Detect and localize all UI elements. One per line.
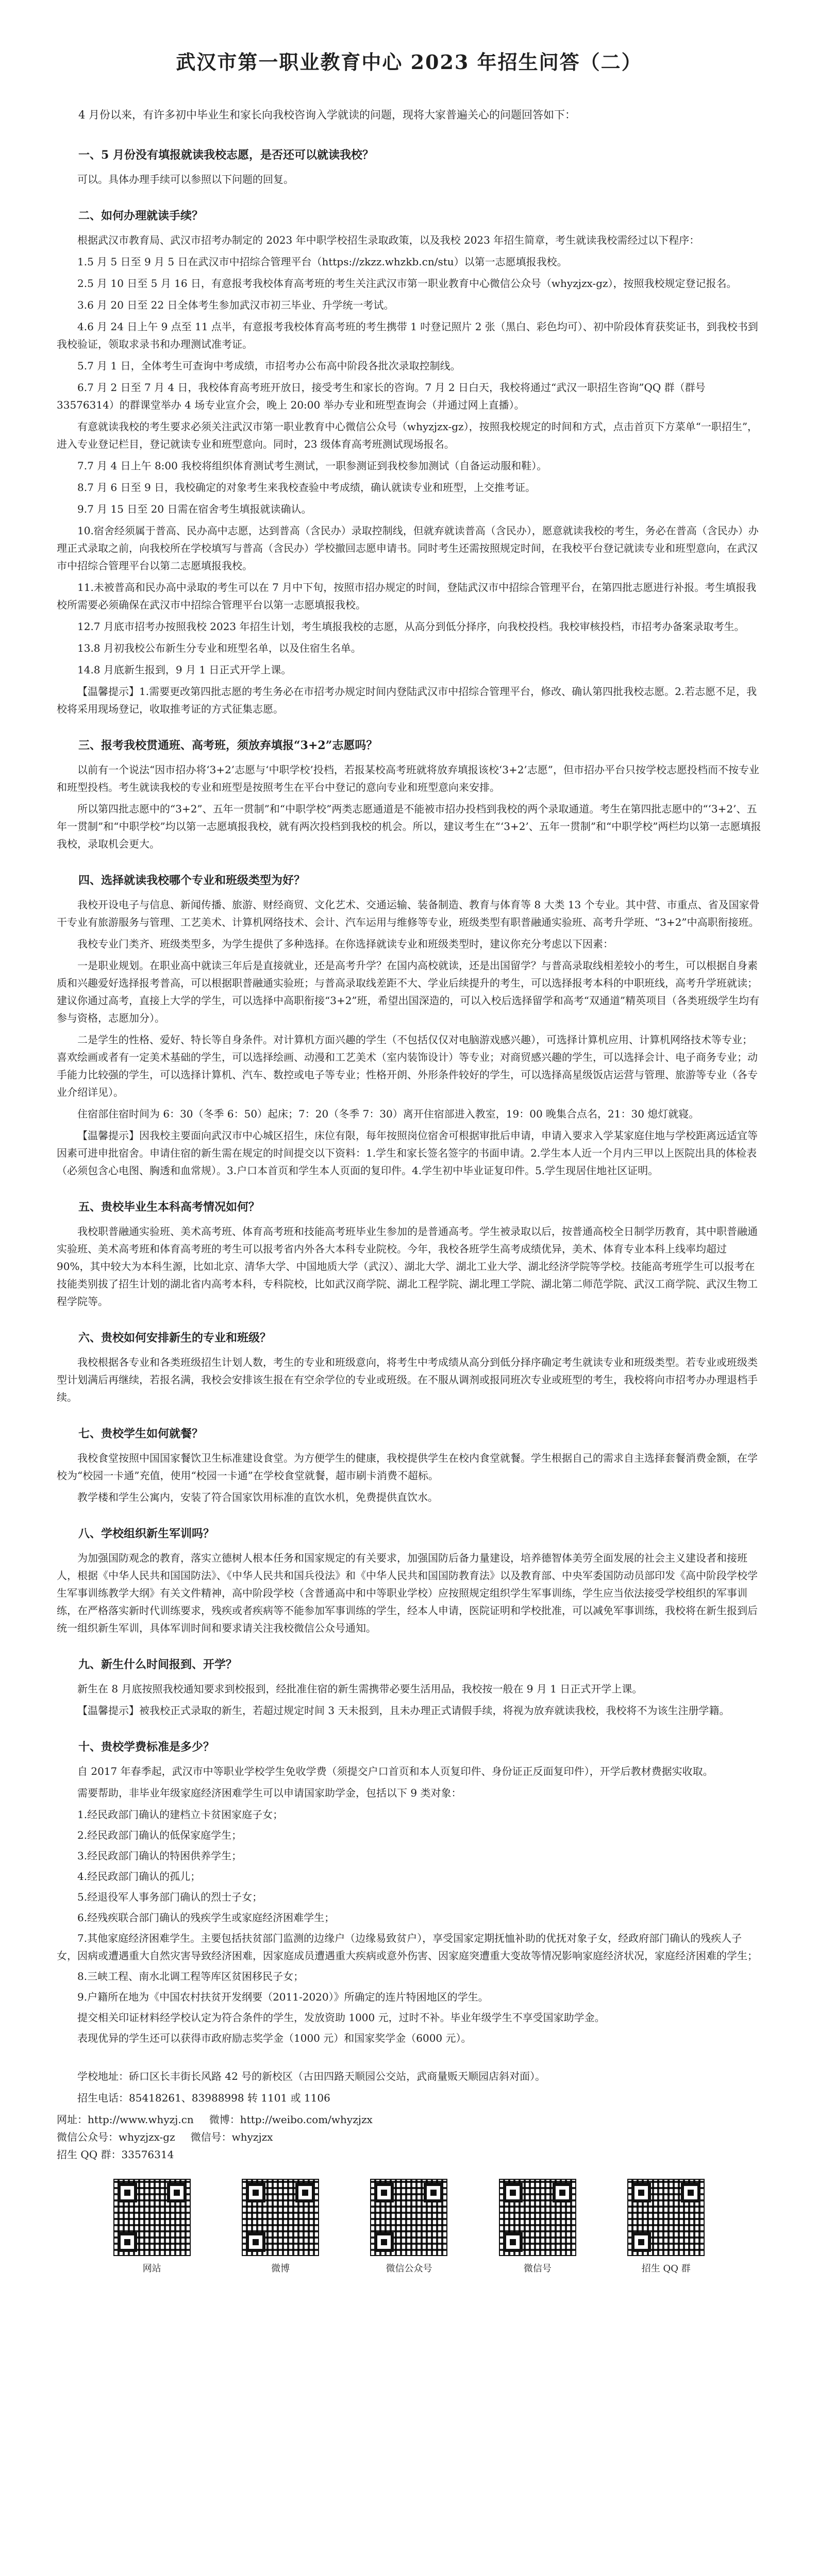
section-paragraph: 【温馨提示】被我校正式录取的新生，若超过规定时间 3 天未报到，且未办理正式请假手续，将视为放弃就读我校，我校将不为该生注册学籍。: [77, 1704, 730, 1717]
qr-code-item: [622, 2179, 710, 2275]
qr-code-label: 微信号: [523, 2263, 552, 2274]
section-paragraph: 所以第四批志愿中的“3+2”、五年一贯制”和“中职学校”两类志愿通道是不能被市招办投档到我校的两个录取通道。考生在第四批志愿中的“‘3+2’、五年一贯制”和“中职学校”均以第一志愿填报我校，就有两次投档到我校的机会。所以，建议考生在“‘3+2’、五年一贯制”和“中职学校”两栏均以第一志愿填报我校，录取机会更大。: [57, 803, 761, 850]
section-paragraph: 5.7 月 1 日，全体考生可查询中考成绩，市招考办公布高中阶段各批次录取控制线。: [77, 360, 461, 372]
list-item: 3.经民政部门确认的特困供养学生；: [77, 1850, 242, 1862]
qr-code-label: 网站: [142, 2263, 161, 2274]
section-paragraph: 以前有一个说法“因市招办将‘3+2’志愿与‘中职学校’投档，若报某校高考班就将放弃填报该校‘3+2’志愿”，但市招办平台只按学校志愿投档而不按专业和班型投档。考生就读我校的专业和班型是按照考生在平台中登记的意向专业和班型意向来安排。: [57, 764, 760, 793]
section-paragraph: 需要帮助，非毕业年级家庭经济困难学生可以申请国家助学金，包括以下 9 类对象：: [77, 1787, 462, 1799]
qr-code-label: 微信公众号: [386, 2263, 432, 2274]
qr-finder-icon: [503, 2183, 523, 2202]
section-paragraph: 教学楼和学生公寓内，安装了符合国家饮用标准的直饮水机，免费提供直饮水。: [77, 1491, 438, 1503]
website-link[interactable]: http://www.whyzj.cn: [88, 2113, 194, 2126]
qr-finder-icon: [167, 2183, 187, 2202]
qr-finder-icon: [118, 2232, 137, 2252]
section-paragraph: 6.7 月 2 日至 7 月 4 日，我校体育高考班开放日，接受考生和家长的咨询。7 月 2 日白天，我校将通过“武汉一职招生咨询”QQ 群（群号 33576314）的群课堂举办 4 场专业宣介会，晚上 20:00 举办专业和班型查询会（并通过网上直播）。: [57, 381, 706, 411]
wechat-account: whyzjzx-gz: [119, 2131, 175, 2143]
section-paragraph: 根据武汉市教育局、武汉市招考办制定的 2023 年中职学校招生录取政策，以及我校 2023 年招生简章，考生就读我校需经过以下程序：: [77, 234, 700, 246]
wechat-account-label: 微信公众号：: [57, 2131, 119, 2143]
qr-finder-icon: [374, 2232, 394, 2252]
section-paragraph: 我校专业门类齐、班级类型多，为学生提供了多种选择。在你选择就读专业和班级类型时，建议你充分考虑以下因素：: [77, 938, 613, 950]
qq-row: [57, 2146, 761, 2163]
qr-code-icon: [370, 2179, 447, 2256]
section-heading: 一、5 月份没有填报就读我校志愿，是否还可以就读我校？: [78, 148, 374, 162]
qr-code-item: [365, 2179, 453, 2275]
section-paragraph: 自 2017 年春季起，武汉市中等职业学校学生免收学费（须提交户口首页和本人页复印件、身份证正反面复印件），开学后教材费据实收取。: [77, 1765, 713, 1777]
qa-section: [57, 1654, 761, 1719]
section-paragraph: 1.5 月 5 日至 9 月 5 日在武汉市中招综合管理平台（https://zkzz.whzkb.cn/stu）以第一志愿填报我校。: [77, 256, 567, 268]
section-heading: 六、贵校如何安排新生的专业和班级？: [78, 1331, 272, 1345]
web-row: [57, 2111, 761, 2128]
weibo-label: 微博：: [209, 2113, 240, 2126]
section-paragraph: 13.8 月初我校公布新生分专业和班型名单，以及住宿生名单。: [77, 642, 361, 654]
wechat-id-label: 微信号：: [190, 2131, 232, 2143]
school-address: 学校地址：硚口区长丰街长风路 42 号的新校区（古田四路天顺园公交站，武商量贩天顺园店斜对面）。: [77, 2070, 546, 2082]
qa-section: [57, 145, 761, 188]
section-paragraph: 【温馨提示】因我校主要面向武汉市中心城区招生，床位有限，每年按照岗位宿舍可根据审批后申请，申请入要求入学某家庭住地与学校距离远适宜等因素可进申批宿舍。申请住宿的新生需在规定的时间提交以下资料：1.学生和家长签名签字的书面申请。2.学生本人近一个月内三甲以上医院出具的体检表（必须包含心电图、胸透和血常规）。3.户口本首页和学生本人页面的复印件。4.学生初中毕业证复印件。5.学生现居住地社区证明。: [57, 1129, 758, 1177]
section-paragraph: 有意就读我校的考生要求必须关注武汉市第一职业教育中心微信公众号（whyzjzx-gz），按照我校规定的时间和方式，点击首页下方菜单“一职招生”，进入专业登记栏目，登记就读专业和班型意向。同时，23 级体育高考班测试现场报名。: [57, 420, 758, 450]
section-paragraph: 12.7 月底市招考办按照我校 2023 年招生计划，考生填报我校的志愿，从高分到低分择序，向我校投档。我校审核投档，市招考办备案录取考生。: [77, 620, 745, 633]
list-item: 6.经残疾联合部门确认的残疾学生或家庭经济困难学生；: [77, 1911, 335, 1924]
qa-section: [57, 206, 761, 718]
qr-finder-icon: [374, 2183, 394, 2202]
contact-block: [57, 2067, 761, 2163]
section-heading: 五、贵校毕业生本科高考情况如何？: [78, 1200, 260, 1214]
qq-group-label: 招生 QQ 群：: [57, 2148, 122, 2161]
section-paragraph: 我校职普融通实验班、美术高考班、体育高考班和技能高考班毕业生参加的是普通高考。学生被录取以后，按普通高校全日制学历教育，其中职普融通实验班、美术高考班和体育高考班的考生可以报考省内外各大本科专业院校。今年，我校各班学生高考成绩优异，美术、体育专业本科上线率均超过 90%，其中较大为本科生源，比如北京、清华大学、中国地质大学（武汉）、湖北大学、湖北工业大学、湖北经济学院等学校。技能高考班学生可以报考在技能类别拔了招生计划的湖北省内高考本科，专科院校，比如武汉商学院、湖北工程学院、湖北理工学院、湖北第二师范学院、武汉工商学院、武汉生物工程学院等。: [57, 1225, 758, 1308]
section-paragraph: 9.7 月 15 日至 20 日需在宿舍考生填报就读确认。: [77, 503, 312, 515]
qr-finder-icon: [503, 2232, 523, 2252]
intro-paragraph: 4 月份以来，有许多初中毕业生和家长向我校咨询入学就读的问题，现将大家普遍关心的问题回答如下：: [78, 109, 576, 121]
section-paragraph: 11.未被普高和民办高中录取的考生可以在 7 月中下旬，按照市招办规定的时间，登陆武汉市中招综合管理平台，在第四批志愿进行补报。考生填报我校所需要必须确保在武汉市中招综合管理平台以第一志愿填报我校。: [57, 581, 757, 611]
qr-finder-icon: [631, 2232, 651, 2252]
qr-finder-icon: [553, 2183, 572, 2202]
qa-section: [57, 1197, 761, 1310]
wechat-id: whyzjzx: [231, 2131, 273, 2143]
page-title: 武汉市第一职业教育中心 2023 年招生问答（二）: [176, 50, 642, 74]
qr-finder-icon: [118, 2183, 137, 2202]
list-item: 表现优异的学生还可以获得市政府励志奖学金（1000 元）和国家奖学金（6000 元）。: [77, 2032, 472, 2044]
section-paragraph: 为加强国防观念的教育，落实立德树人根本任务和国家规定的有关要求，加强国防后备力量建设，培养德智体美劳全面发展的社会主义建设者和接班人，根据《中华人民共和国国防法》、《中华人民共和国兵役法》和《中华人民共和国国防教育法》以及教育部、中央军委国防动员部印发《高中阶段学校学生军事训练教学大纲》有关文件精神，高中阶段学校（含普通高中和中等职业学校）应按照规定组织学生军事训练，学生应当依法接受学校组织的军事训练，在严格落实新时代训练要求，残疾或者疾病等不能参加军事训练的学生，经本人申请，医院证明和学校批准，可以减免军事训练，我校将在新生报到后统一组织新生军训，具体军训时间和要求请关注我校微信公众号通知。: [57, 1552, 758, 1634]
qa-section: [57, 1328, 761, 1406]
qr-finder-icon: [246, 2232, 265, 2252]
qr-finder-icon: [295, 2183, 315, 2202]
qr-code-item: [237, 2179, 324, 2275]
qr-finder-icon: [681, 2183, 700, 2202]
section-heading: 三、报考我校贯通班、高考班，须放弃填报“3+2”志愿吗？: [78, 739, 378, 752]
qr-finder-icon: [424, 2183, 443, 2202]
section-paragraph: 二是学生的性格、爱好、特长等自身条件。对计算机方面兴趣的学生（不包括仅仅对电脑游戏感兴趣），可选择计算机应用、计算机网络技术等专业；喜欢绘画或者有一定美术基础的学生，可以选择绘画、动漫和工艺美术（室内装饰设计）等专业；对商贸感兴趣的学生，可以选择会计、电子商务专业；动手能力比较强的学生，可以选择计算机、汽车、数控或电子等专业；性格开朗、外形条件较好的学生，可以选择高星级饭店运营与管理、旅游等专业（各专业介绍详见）。: [57, 1033, 758, 1098]
qr-finder-icon: [246, 2183, 265, 2202]
section-heading: 八、学校组织新生军训吗？: [78, 1527, 215, 1540]
qr-code-item: [108, 2179, 196, 2275]
section-paragraph: 4.6 月 24 日上午 9 点至 11 点半，有意报考我校体育高考班的考生携带 1 吋登记照片 2 张（黑白、彩色均可）、初中阶段体育获奖证书，到我校书到我校验证，领取求录书和办理测试准考证。: [57, 320, 758, 350]
list-item: 4.经民政部门确认的孤儿；: [77, 1870, 201, 1883]
qq-group-number: 33576314: [121, 2148, 174, 2161]
weibo-link[interactable]: http://weibo.com/whyzjzx: [240, 2113, 373, 2126]
qa-section: [57, 870, 761, 1179]
qr-code-icon: [499, 2179, 576, 2256]
list-item: 7.其他家庭经济困难学生。主要包括扶贫部门监测的边缘户（边缘易致贫户），享受国家定期抚恤补助的优抚对象子女，经政府部门确认的残疾人子女，因病或遭遇重大自然灾害导致经济困难，因家庭成员遭遇重大疾病或意外伤害、因家庭突遭重大变故等情况影响家庭经济状况，家庭经济困难的学生；: [57, 1932, 758, 1962]
list-item: 9.户籍所在地为《中国农村扶贫开发纲要（2011-2020）》所确定的连片特困地区的学生。: [77, 1991, 489, 2003]
section-heading: 十、贵校学费标准是多少？: [78, 1740, 215, 1754]
qr-code-icon: [113, 2179, 191, 2256]
list-item: 提交相关印证材料经学校认定为符合条件的学生，发放资助 1000 元，过时不补。毕业年级学生不享受国家助学金。: [77, 2011, 605, 2024]
section-heading: 四、选择就读我校哪个专业和班级类型为好？: [78, 874, 306, 887]
aid-eligibility-list: [57, 1806, 761, 2047]
section-paragraph: 我校开设电子与信息、新闻传播、旅游、财经商贸、文化艺术、交通运输、装备制造、教育与体育等 8 大类 13 个专业。其中营、市重点、省及国家骨干专业有旅游服务与管理、工艺美术、计算机网络技术、会计、汽车运用与维修等专业，班级类型有职普融通实验班、高考升学班、“3+2”中高职衔接班。: [57, 899, 760, 928]
qr-code-item: [494, 2179, 581, 2275]
qr-code-label: 招生 QQ 群: [641, 2263, 691, 2274]
section-heading: 九、新生什么时间报到、开学？: [78, 1658, 238, 1671]
admission-phone: 招生电话：85418261、83988998 转 1101 或 1106: [77, 2092, 330, 2104]
qr-code-icon: [627, 2179, 705, 2256]
section-paragraph: 我校食堂按照中国国家餐饮卫生标准建设食堂。为方便学生的健康，我校提供学生在校内食堂就餐。学生根据自己的需求自主选择套餐消费金额，在学校为“校园一卡通”充值，使用“校园一卡通”在学校食堂就餐，超市刷卡消费不超标。: [57, 1452, 758, 1482]
list-item: 5.经退役军人事务部门确认的烈士子女；: [77, 1891, 263, 1903]
section-paragraph: 10.宿舍经须属于普高、民办高中志愿，达到普高（含民办）录取控制线，但就弃就读普高（含民办），愿意就读我校的考生，务必在普高（含民办）办理正式录取之前，向我校所在学校填写与普高（含民办）学校撤回志愿申请书。同时考生还需按照规定时间，在我校平台登记就读专业和班型意向，在武汉市中招综合管理平台以第二志愿填报我校。: [57, 524, 759, 572]
wechat-row: [57, 2128, 761, 2146]
section-paragraph: 3.6 月 20 日至 22 日全体考生参加武汉市初三毕业、升学统一考试。: [77, 299, 394, 311]
list-item: 2.经民政部门确认的低保家庭学生；: [77, 1829, 242, 1841]
list-item: 1.经民政部门确认的建档立卡贫困家庭子女；: [77, 1808, 283, 1821]
qa-section: [57, 735, 761, 853]
qr-code-icon: [242, 2179, 319, 2256]
section-paragraph: 我校根据各专业和各类班级招生计划人数，考生的专业和班级意向，将考生中考成绩从高分到低分择序确定考生就读专业和班级类型。若专业或班级类型计划满后再继续，若报名满，我校会安排该生报在有空余学位的专业或班级。在不服从调剂或报同班次专业或班型的考生，我校将向市招考办办理退档手续。: [57, 1356, 758, 1403]
section-paragraph: 新生在 8 月底按照我校通知要求到校报到，经批准住宿的新生需携带必要生活用品，我校按一般在 9 月 1 日正式开学上课。: [77, 1683, 643, 1695]
section-heading: 二、如何办理就读手续？: [78, 209, 204, 223]
qa-section: [57, 1523, 761, 1637]
section-paragraph: 一是职业规划。在职业高中就读三年后是直接就业，还是高考升学？在国内高校就读，还是出国留学？与普高录取线相差较小的考生，可以根据自身素质和兴趣爱好选择报考普高，可以根据职普融通实验班；与普高录取线差距不大、学业后续提升的考生，可以选择报考本科的中职班线，高考升学班就读；建议你通过高考，直接上大学的学生，可以选择中高职衔接“3+2”班，希望出国深造的，可以入校后选择留学和高考“双通道”精英项目（各类班级学生均有参与资格，志愿加分）。: [57, 959, 760, 1024]
qa-sections: [57, 145, 761, 2047]
qa-section: [57, 1423, 761, 1506]
qa-section: [57, 1737, 761, 2047]
qr-code-label: 微博: [271, 2263, 290, 2274]
section-paragraph: 8.7 月 6 日至 9 日，我校确定的对象考生来我校查验中考成绩，确认就读专业和班型，上交推考证。: [77, 481, 536, 494]
qr-code-row: [88, 2179, 730, 2275]
section-paragraph: 2.5 月 10 日至 5 月 16 日，有意报考我校体育高考班的考生关注武汉市第一职业教育中心微信公众号（whyzjzx-gz），按照我校规定登记报名。: [77, 277, 737, 290]
website-label: 网址：: [57, 2113, 88, 2126]
section-paragraph: 【温馨提示】1.需要更改第四批志愿的考生务必在市招考办规定时间内登陆武汉市中招综合管理平台，修改、确认第四批我校志愿。2.若志愿不足，我校将采用现场登记，收取推考证的方式征集志愿。: [57, 685, 757, 715]
section-paragraph: 7.7 月 4 日上午 8:00 我校将组织体育测试考生测试，一职参测证到我校参加测试（自备运动服和鞋）。: [77, 460, 547, 472]
section-paragraph: 可以。具体办理手续可以参照以下问题的回复。: [77, 173, 294, 185]
list-item: 8.三峡工程、南水北调工程等库区贫困移民子女；: [77, 1970, 304, 1982]
section-heading: 七、贵校学生如何就餐？: [78, 1427, 204, 1440]
section-paragraph: 14.8 月底新生报到，9 月 1 日正式开学上课。: [77, 664, 292, 676]
section-paragraph: 住宿部住宿时间为 6：30（冬季 6：50）起床；7：20（冬季 7：30）离开住宿部进入教室，19：00 晚集合点名，21：30 熄灯就寝。: [77, 1108, 699, 1120]
qr-finder-icon: [631, 2183, 651, 2202]
